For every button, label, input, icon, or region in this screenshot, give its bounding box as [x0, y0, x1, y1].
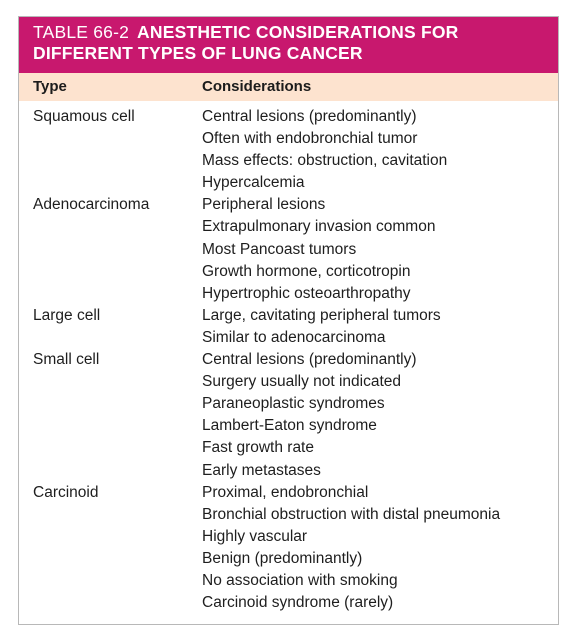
consideration-text: Growth hormone, corticotropin — [202, 262, 411, 280]
cancer-type-label: Adenocarcinoma — [33, 196, 150, 214]
table-row — [19, 108, 558, 130]
table-row — [19, 152, 558, 174]
table-row — [19, 329, 558, 351]
consideration-text: Central lesions (predominantly) — [202, 108, 417, 125]
table-title — [19, 17, 558, 73]
consideration-text: Bronchial obstruction with distal pneumonia — [202, 505, 501, 523]
consideration-text: Early metastases — [202, 461, 321, 479]
table-row — [19, 506, 558, 528]
consideration-text: Most Pancoast tumors — [202, 240, 357, 258]
table-row — [19, 528, 558, 550]
consideration-text: No association with smoking — [202, 571, 398, 589]
table-row — [19, 395, 558, 417]
table-header-row — [19, 73, 558, 101]
consideration-text: Proximal, endobronchial — [202, 483, 369, 501]
table-row — [19, 484, 558, 506]
table-row — [19, 417, 558, 439]
column-header-considerations: Considerations — [202, 78, 312, 95]
table-row — [19, 550, 558, 572]
table-title-text-1: ANESTHETIC CONSIDERATIONS FOR — [137, 22, 459, 42]
cancer-type-label: Carcinoid — [33, 483, 99, 501]
consideration-text: Fast growth rate — [202, 439, 314, 457]
consideration-text: Carcinoid syndrome (rarely) — [202, 594, 394, 612]
table-row — [19, 462, 558, 484]
lung-cancer-table — [18, 16, 559, 625]
table-row — [19, 130, 558, 152]
cancer-type-label: Small cell — [33, 351, 100, 369]
consideration-text: Hypertrophic osteoarthropathy — [202, 284, 411, 302]
consideration-text: Similar to adenocarcinoma — [202, 328, 386, 346]
table-title-line-1 — [33, 22, 548, 43]
table-row — [19, 572, 558, 594]
consideration-text: Peripheral lesions — [202, 196, 326, 214]
table-row — [19, 218, 558, 240]
table-row — [19, 241, 558, 263]
consideration-text: Lambert-Eaton syndrome — [202, 417, 377, 435]
consideration-text: Central lesions (predominantly) — [202, 351, 417, 369]
table-row — [19, 307, 558, 329]
table-title-line-2 — [33, 43, 548, 64]
table-row — [19, 439, 558, 461]
consideration-text: Often with endobronchial tumor — [202, 130, 418, 148]
consideration-text: Mass effects: obstruction, cavitation — [202, 152, 448, 170]
consideration-text: Benign (predominantly) — [202, 549, 363, 567]
column-header-type: Type — [33, 78, 67, 95]
table-row — [19, 351, 558, 373]
table-row — [19, 285, 558, 307]
table-title-text-2: DIFFERENT TYPES OF LUNG CANCER — [33, 43, 363, 63]
cancer-type-label: Squamous cell — [33, 108, 135, 125]
table-number: TABLE 66-2 — [33, 22, 130, 42]
consideration-text: Surgery usually not indicated — [202, 373, 402, 391]
consideration-text: Paraneoplastic syndromes — [202, 395, 385, 413]
consideration-text: Hypercalcemia — [202, 174, 305, 192]
table-row — [19, 196, 558, 218]
table-row — [19, 174, 558, 196]
consideration-text: Extrapulmonary invasion common — [202, 218, 436, 236]
table-body — [19, 108, 558, 616]
table-row — [19, 373, 558, 395]
consideration-text: Large, cavitating peripheral tumors — [202, 306, 441, 324]
cancer-type-label: Large cell — [33, 306, 101, 324]
table-row — [19, 594, 558, 616]
table-row — [19, 263, 558, 285]
consideration-text: Highly vascular — [202, 527, 308, 545]
